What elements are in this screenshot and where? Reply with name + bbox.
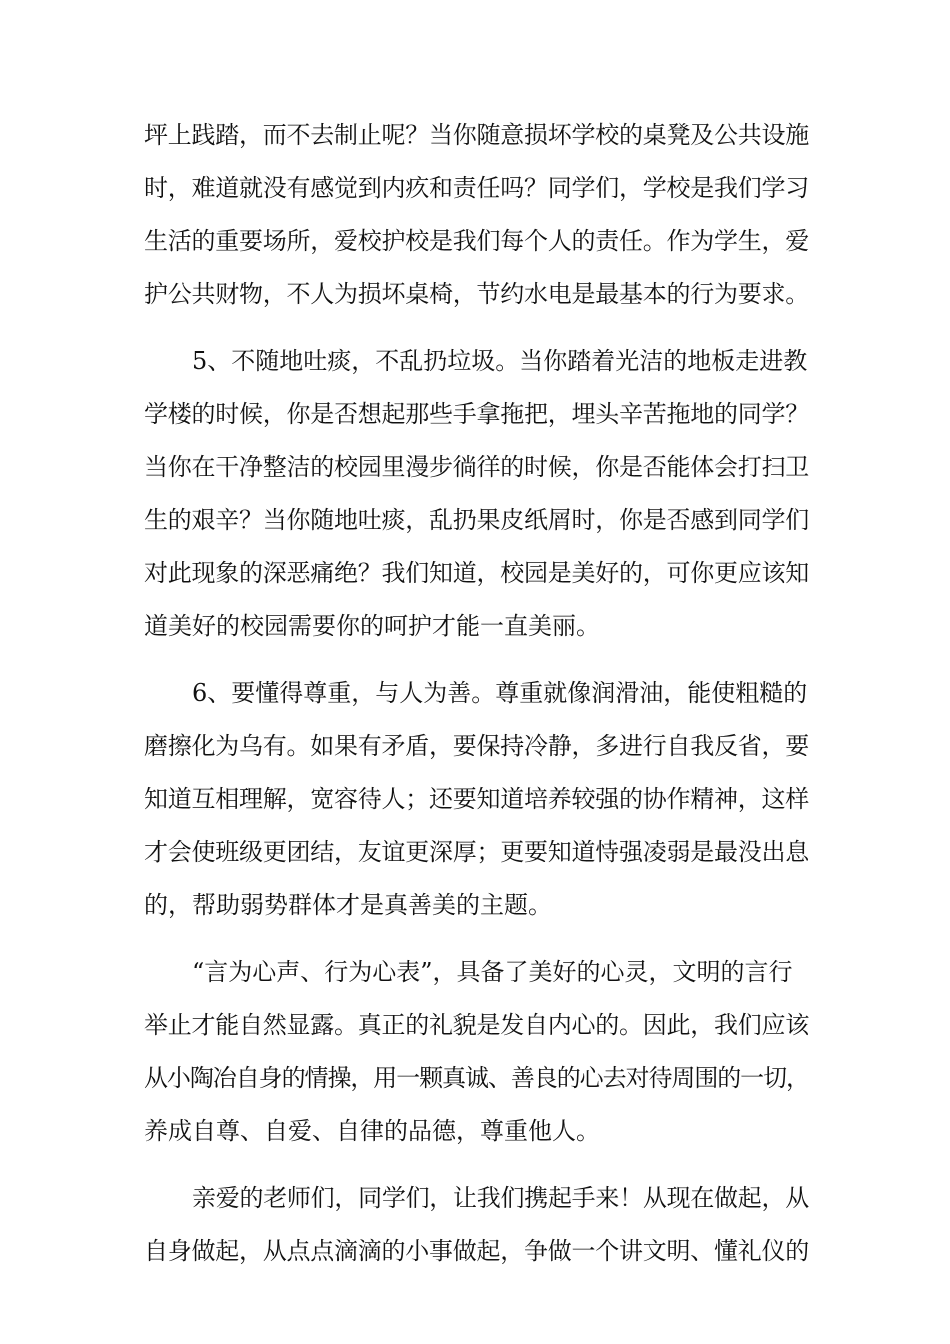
paragraph-5-line-1: 亲爱的老师们，同学们，让我们携起手来！从现在做起，从 [192, 1184, 809, 1212]
paragraph-3-line-3: 知道互相理解，宽容待人；还要知道培养较强的协作精神，这样 [144, 785, 809, 813]
paragraph-2-line-4: 生的艰辛？当你随地吐痰，乱扔果皮纸屑时，你是否感到同学们 [144, 506, 809, 534]
paragraph-1-line-4: 护公共财物，不人为损坏桌椅，节约水电是最基本的行为要求。 [144, 280, 809, 308]
paragraph-2-line-3: 当你在干净整洁的校园里漫步徜徉的时候，你是否能体会打扫卫 [144, 453, 809, 481]
paragraph-5-line-2: 自身做起，从点点滴滴的小事做起，争做一个讲文明、懂礼仪的 [144, 1237, 809, 1265]
paragraph-2-line-5: 对此现象的深恶痛绝？我们知道，校园是美好的，可你更应该知 [144, 559, 809, 587]
paragraph-4-line-4: 养成自尊、自爱、自律的品德，尊重他人。 [144, 1117, 600, 1145]
paragraph-1-line-3: 生活的重要场所，爱校护校是我们每个人的责任。作为学生，爱 [144, 227, 809, 255]
paragraph-4-line-2: 举止才能自然显露。真正的礼貌是发自内心的。因此，我们应该 [144, 1011, 809, 1039]
paragraph-2-line-6: 道美好的校园需要你的呵护才能一直美丽。 [144, 612, 600, 640]
paragraph-3-line-4: 才会使班级更团结，友谊更深厚；更要知道恃强凌弱是最没出息 [144, 838, 809, 866]
paragraph-3-line-1: 6、要懂得尊重，与人为善。尊重就像润滑油，能使粗糙的 [192, 679, 808, 707]
paragraph-2-line-1: 5、不随地吐痰，不乱扔垃圾。当你踏着光洁的地板走进教 [192, 347, 808, 375]
paragraph-4-line-3: 从小陶冶自身的情操，用一颗真诚、善良的心去对待周围的一切， [144, 1064, 809, 1092]
paragraph-4-line-1: “言为心声、行为心表”，具备了美好的心灵，文明的言行 [192, 958, 793, 986]
paragraph-1-line-2: 时，难道就没有感觉到内疚和责任吗？同学们，学校是我们学习 [144, 174, 809, 202]
paragraph-1-line-1: 坪上践踏，而不去制止呢？当你随意损坏学校的桌凳及公共设施 [144, 121, 809, 149]
paragraph-2-line-2: 学楼的时候，你是否想起那些手拿拖把，埋头辛苦拖地的同学？ [144, 400, 809, 428]
paragraph-3-line-2: 磨擦化为乌有。如果有矛盾，要保持冷静，多进行自我反省，要 [144, 732, 809, 760]
paragraph-3-line-5: 的，帮助弱势群体才是真善美的主题。 [144, 891, 552, 919]
